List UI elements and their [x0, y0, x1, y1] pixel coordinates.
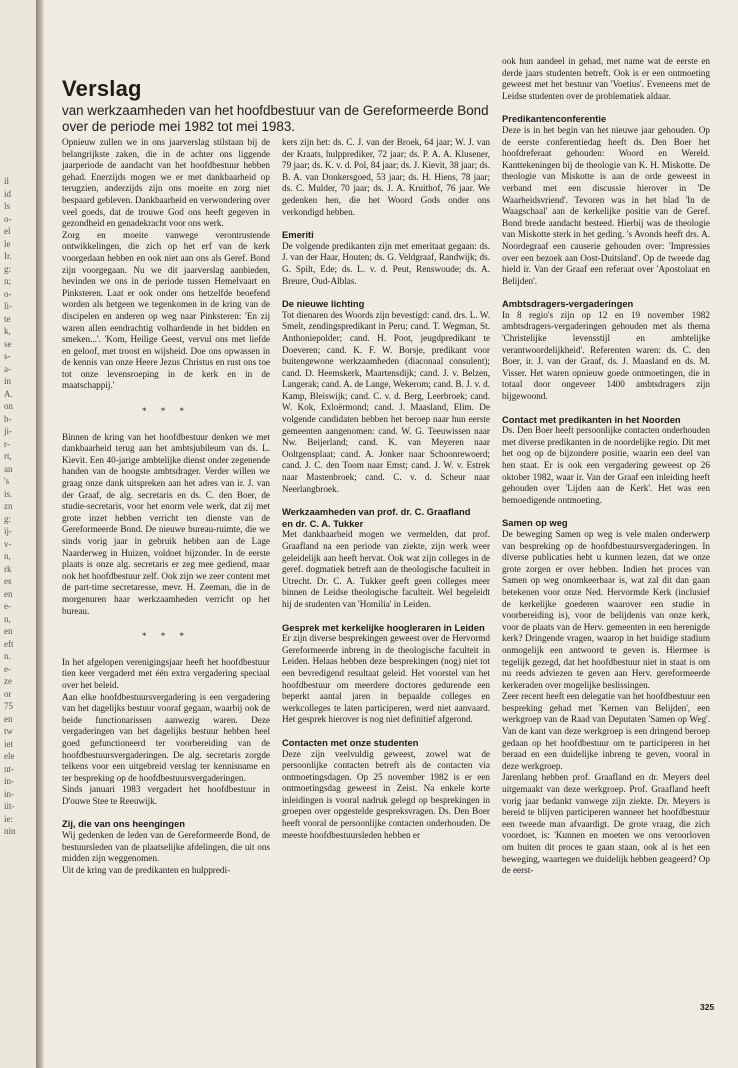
- facing-page-fragment: in-: [4, 788, 14, 799]
- paragraph: Wij gedenken de leden van de Gereformeerde Bond, de bestuursleden van de plaatselijke afdelingen, die uit ons midden zijn weggenomen.: [62, 830, 270, 864]
- facing-page-fragment: g:: [4, 513, 12, 524]
- section-heading: Werkzaamheden van prof. dr. C. Graafland: [282, 506, 471, 518]
- paragraph: Zorg en moeite vanwege verontrustende ontwikkelingen, die zich op het erf van de kerk voorgedaan hebben en ook niet aan ons als Geref. Bond zijn voorgegaan. Nu we dit jaarverslag aanbieden, bevinden we ons in de periode tussen Hemelvaart en Pinksteren. Laat er ook onder ons hetzelfde beoefend worden als hetgeen we tegenkomen in de kring van de discipelen en anderen op weg naar Pinksteren: 'En zij waren allen eendrachtig volhardende in het bidden en smeken...'. 'Kom, Heilige Geest, vervul ons met liefde en geloof, met troost en wijsheid. Doe ons opwassen in de kennis van onze Heere Jezus Christus en rust ons toe tot onze levensroeping in de kerk en in de maatschappij.': [62, 229, 270, 391]
- facing-page-margin: [0, 0, 40, 1068]
- facing-page-fragment: te: [4, 313, 11, 324]
- facing-page-fragment: n.: [4, 651, 11, 661]
- facing-page-fragment: o-: [4, 288, 12, 299]
- book-spine: [36, 0, 44, 1068]
- document-page: [44, 0, 738, 1068]
- facing-page-fragment: A.: [4, 388, 13, 399]
- paragraph: Jarenlang hebben prof. Graafland en dr. Meyers deel uitgemaakt van deze werkgroep. Prof. Graafland heeft vorig jaar bedankt vanwege zijn ziekte. Dr. Meyers is bereid te blijven participeren wanneer het hoofdbestuur een tweede man afvaardigt. De grote vraag, die zich voordoet, is: 'Kunnen en moeten we ons veroorloven om buiten dit proces te gaan staan, ook al is het een beweging, waartegen we duidelijk hebben geageerd? Op de eerst-: [502, 772, 710, 876]
- paragraph: De volgende predikanten zijn met emeritaat gegaan: ds. J. van der Haar, Houten; ds. G. Veldgraaf, Randwijk; ds. G. Spilt, Ede; ds. L. v. d. Peut, Renswoude; ds. A. Breure, Oud-Alblas.: [282, 240, 490, 286]
- paragraph: Uit de kring van de predikanten en hulppredi-: [62, 864, 231, 875]
- text-column-1: [62, 137, 270, 876]
- section-heading: Samen op weg: [502, 517, 568, 529]
- facing-page-fragment: ie:: [4, 813, 13, 824]
- facing-page-fragment: an: [4, 463, 13, 474]
- facing-page-fragment: nt-: [4, 763, 14, 774]
- facing-page-fragment: a-: [4, 363, 11, 374]
- section-heading: Emeriti: [282, 229, 314, 241]
- paragraph: Tot dienaren des Woords zijn bevestigd: cand. drs. L. W. Smelt, zendingspredikant in Peru; cand. T. Wegman, St. Anthoniepolder; cand. H. Poot, jeugdpredikant te Doeveren; cand. K. F. W. Borsje, predikant voor buitengewone werkzaamheden (diaconaal consulent); cand. D. Heemskerk, Maartensdijk; cand. J. v. Belzen, Langerak; cand. A. de Lange, Wekerom; cand. B. J. v. d. Kamp, Bleiswijk; cand. C. v. d. Berg, Leerbroek; cand. W. Kok, Exloërmond; cand. J. Maasland, Elim. De volgende candidaten hebben het beroep naar hun eerste gemeenten aangenomen: cand. W. G. Teeuwissen naar Nw. Beijerland; cand. K. van Meyeren naar Ooltgensplaat; cand. A. Jonker naar Schoonrewoerd; cand. J. C. den Toom naar Emst; cand. J. W. v. Estrek naar Mastenbroek; cand. C. v. d. Scheur naar Neerlangbroek.: [282, 309, 490, 494]
- section-separator: * * *: [142, 631, 190, 642]
- facing-page-fragment: ji-: [4, 426, 12, 436]
- facing-page-fragment: id: [4, 188, 12, 199]
- section-heading: De nieuwe lichting: [282, 298, 365, 310]
- paragraph: In 8 regio's zijn op 12 en 19 november 1982 ambtsdragers-vergaderingen gehouden met als thema 'Christelijke levensstijl en ambtelijke verantwoordelijkheid'. Referenten waren: ds. C. den Boer, ir. J. van der Graaf, ds. J. Maasland en ds. M. Visser. Het waren opnieuw goede ontmoetingen, die in totaal door ongeveer 1400 ambtsdragers zijn bijgewoond.: [502, 309, 710, 402]
- facing-page-fragment: en: [4, 626, 13, 636]
- facing-page-fragment: b-: [4, 413, 12, 424]
- facing-page-fragment: en: [4, 588, 13, 599]
- facing-page-fragment: rk: [4, 563, 12, 574]
- facing-page-fragment: il: [4, 176, 10, 186]
- facing-page-fragment: zn: [4, 501, 13, 511]
- paragraph: Er zijn diverse besprekingen geweest over de Hervormd Gereformeerde inbreng in de theologische faculteit in Leiden. Helaas hebben deze besprekingen (nog) niet tot een bevredigend resultaat geleid. Het voorstel van het hoofdbestuur om meerdere doctores gedurende een beperkt aantal jaren in bepaalde colleges en werkcolleges te laten participeren, werd niet aanvaard. Het gesprek hierover is nog niet definitief afgerond.: [282, 633, 490, 725]
- facing-page-fragment: k,: [4, 326, 11, 336]
- paragraph: Deze is in het begin van het nieuwe jaar gehouden. Op de eerste conferentiedag heeft ds. Den Boer het hoofdreferaat gehouden: Woord en Wereld. Kanttekeningen bij de theologie van K. H. Miskotte. De theologie van Miskotte is aan de orde geweest in verband met een discussie hierover in 'De Waarheidsvriend'. Tevoren was in het blad 'In de Waagschaal' aan de kerkelijke positie van de Geref. Bond brede aandacht besteed. Hierbij was de theologie van Miskotte sterk in het geding. 's Avonds heeft drs. A. Noordegraaf een causerie gehouden over: 'Impressies over een bezoek aan Oost-Duitsland'. Op de tweede dag hield ir. Van der Graaf een referaat over 'Apostolaat en Belijden'.: [502, 124, 710, 286]
- paragraph: De beweging Samen op weg is vele malen onderwerp van bespreking op de hoofdbestuursvergaderingen. In diverse publicaties hebt u kunnen lezen, dat we onze grote zorgen er over hebben. Indien het proces van Samen op weg onomkeerbaar is, wat zal dit dan gaan betekenen voor onze Ned. Hervormde Kerk (inclusief de kerkelijke goederen waarover een studie in voorbereiding is), voor de belijdenis van onze kerk, voor de plaats van de Herv. gemeenten in een herenigde kerk? Dringende vragen, waarop in het huidige stadium onmogelijk een antwoord te geven is. Hiermee is tegelijk gezegd, dat het hoofdbestuur niet in staat is om nu reeds adviezen te geven aan Herv. gereformeerde kerkeraden over mogelijke beslissingen.: [502, 528, 710, 690]
- facing-page-fragment: se: [4, 338, 12, 349]
- facing-page-fragment: ze: [4, 676, 12, 686]
- facing-page-fragment: n;: [4, 276, 12, 286]
- paragraph: In het afgelopen verenigingsjaar heeft het hoofdbestuur tien keer vergaderd met één extra vergadering speciaal over het beleid.: [62, 656, 270, 690]
- facing-page-fragment: o-: [4, 213, 12, 224]
- section-heading: en dr. C. A. Tukker: [282, 517, 364, 529]
- facing-page-fragment: on: [4, 401, 13, 411]
- facing-page-fragment: v-: [4, 538, 12, 549]
- paragraph: Ds. Den Boer heeft persoonlijke contacten onderhouden met diverse predikanten in de noordelijke regio. Dit met het oog op de bijzondere positie, waarin een deel van hen staat. Er is ook een vergadering geweest op 26 oktober 1982, waar ir. Van der Graaf een inleiding heeft gehouden over 'Lijden aan de Kerk'. Het was een bemoedigende ontmoeting.: [502, 425, 710, 505]
- facing-page-fragment: is.: [4, 488, 13, 499]
- facing-page-fragment: Ir.: [4, 251, 12, 261]
- paragraph: Aan elke hoofdbestuursvergadering is een vergadering van het dagelijks bestuur vooraf gegaan, waarbij ook de beide functionarissen aanwezig waren. Deze vergaderingen van het dagelijks bestuur hebben heel goed gefunctioneerd ter voorbereiding van de hoofdbestuursvergaderingen. De alg. secretaris zorgde telkens voor een uitgebreid verslag ter kennisname en ter bespreking op de hoofdbestuursvergaderingen.: [62, 691, 270, 783]
- facing-page-fragment: n,: [4, 551, 11, 561]
- facing-page-fragment: iet: [4, 738, 13, 749]
- facing-page-fragment: en: [4, 713, 13, 724]
- facing-page-fragment: iit-: [4, 801, 15, 811]
- article-subtitle: van werkzaamheden van het hoofdbestuur van de Gereformeerde Bond over de periode mei 1982 tot mei 1983.: [62, 103, 489, 134]
- facing-page-fragment: e-: [4, 601, 11, 611]
- facing-page-fragment: in-: [4, 776, 14, 786]
- facing-page-fragment: tw: [4, 726, 13, 736]
- paragraph: Zeer recent heeft een delegatie van het hoofdbestuur een bespreking gehad met 'Kernen van Belijden', een werkgroep van de Raad van Deputaten 'Samen op Weg'. Van de kant van deze werkgroep is een dringend beroep gedaan op het hoofdbestuur om te participeren in het beraad en een duidelijke inbreng te geven, vooral in deze werkgroep.: [502, 691, 710, 771]
- text-column-3: [502, 56, 710, 877]
- section-heading: Zij, die van ons heengingen: [62, 818, 185, 830]
- facing-page-fragment: 75: [4, 701, 13, 711]
- facing-page-fragment: or: [4, 688, 12, 699]
- facing-page-fragment: in: [4, 376, 12, 386]
- facing-page-fragment: li-: [4, 301, 12, 311]
- paragraph: kers zijn het: ds. C. J. van der Broek, 64 jaar; W. J. van der Kraats, hulpprediker, 72 jaar; ds. P. A. A. Klusener, 79 jaar; ds. K. v. d. Pol, 84 jaar; ds. J. Kievit, 38 jaar; ds. B. A. van Donkersgoed, 53 jaar; ds. H. Hiens, 78 jaar; ds. C. Mulder, 70 jaar; ds. J. A. Kruithof, 76 jaar. We gedenken hen, die het Woord Gods onder ons verkondigd hebben.: [282, 137, 490, 217]
- paragraph: Binnen de kring van het hoofdbestuur denken we met dankbaarheid terug aan het ambtsjubileum van ds. L. Kievit. Een 40-jarige ambtelijke dienst onder zegenende handen van de hoogste ambtsdrager. Verder willen we graag onze dank uitspreken aan het adres van ir. J. van der Graaf, de alg. secretaris en ds. C. den Boer, de studie-secretaris, voor het enorm vele werk, dat zij met grote inzet hebben verricht ten dienste van de Gereformeerde Bond. De nieuwe bureau-ruimte, die we sinds vorig jaar in gebruik hebben aan de Lage Naarderweg in Huizen, voldoet bijzonder. In de eerste plaats is onze alg. secretaris er zeg mee gediend, maar ook het hoofdbestuur zelf. Ook zijn we zeer content met de part-time secretaresse, mevr. H. Zeeman, die in de morgenuren haar werkzaamheden verricht op het bureau.: [62, 431, 270, 616]
- section-heading: Ambtsdragers-vergaderingen: [502, 298, 634, 310]
- paragraph: Met dankbaarheid mogen we vermelden, dat prof. Graafland na een periode van ziekte, zijn werk weer geleidelijk aan heeft hervat. Ook wat zijn colleges in de geref. dogmatiek betreft aan de theologische faculteit in Utrecht. Dr. C. A. Tukker geeft geen colleges meer binnen de Leidse theologische faculteit. Wel begeleidt hij de studenten van 'Homilia' in Leiden.: [282, 529, 490, 609]
- facing-page-fragment: rt,: [4, 451, 12, 461]
- facing-page-fragment: 's: [4, 476, 10, 486]
- facing-page-fragment: es: [4, 576, 12, 586]
- article-title: Verslag: [62, 76, 142, 101]
- paragraph: Opnieuw zullen we in ons jaarverslag stilstaan bij de belangrijkste zaken, die in de achter ons liggende jaarperiode de aandacht van het hoofdbestuur hebben gehad. Enerzijds mogen we er met dankbaarheid op terugzien, anderzijds zijn ons moeite en zorg niet bespaard gebleven. Dankbaarheid en verwondering over veel goeds, dat de trouwe God ons heeft gegeven in gezondheid en genadekracht voor ons werk.: [62, 137, 270, 229]
- page-number: 325: [700, 1002, 715, 1012]
- section-heading: Contact met predikanten in het Noorden: [502, 413, 681, 425]
- facing-page-fragment: nin: [4, 826, 16, 836]
- facing-page-fragment: ls: [4, 201, 11, 211]
- facing-page-fragment: el: [4, 226, 11, 236]
- facing-page-fragment: le: [4, 238, 11, 249]
- section-heading: Contacten met onze studenten: [282, 736, 419, 748]
- facing-page-fragment: ij-: [4, 526, 12, 536]
- text-column-2: [282, 137, 490, 841]
- section-heading: Gesprek met kerkelijke hoogleraren in Leiden: [282, 621, 485, 633]
- facing-page-fragment: n,: [4, 613, 11, 624]
- paragraph: ook hun aandeel in gehad, met name wat de eerste en derde jaars studenten betreft. Ook is er een ontmoeting geweest met het bestuur van 'Voetius'. Eveneens met de Leidse studenten over de problematiek aldaar.: [502, 56, 710, 101]
- paragraph: Deze zijn veelvuldig geweest, zowel wat de persoonlijke contacten betreft als de contacten via ontmoetingsdagen. Op 25 november 1982 is er een ontmoetingsdag geweest in Zeist. Na enkele korte inleidingen is vooral nadruk gelegd op besprekingen in groepen over opgestelde gespreksvragen. Ds. Den Boer heeft vooral de persoonlijke contacten onderhouden. De meeste hoofdbestuursleden hebben er: [282, 748, 490, 840]
- facing-page-fragment: ele: [4, 751, 15, 761]
- section-separator: * * *: [142, 406, 190, 417]
- section-heading: Predikantenconferentie: [502, 113, 607, 125]
- facing-page-fragment: g:: [4, 263, 12, 274]
- facing-page-fragment: r-: [4, 438, 10, 449]
- facing-page-fragment: eft: [4, 638, 14, 649]
- facing-page-fragment: e-: [4, 663, 11, 674]
- paragraph: Sinds januari 1983 vergadert het hoofdbestuur in D'ouwe Stee te Reeuwijk.: [62, 784, 270, 806]
- facing-page-fragment: s-: [4, 351, 11, 361]
